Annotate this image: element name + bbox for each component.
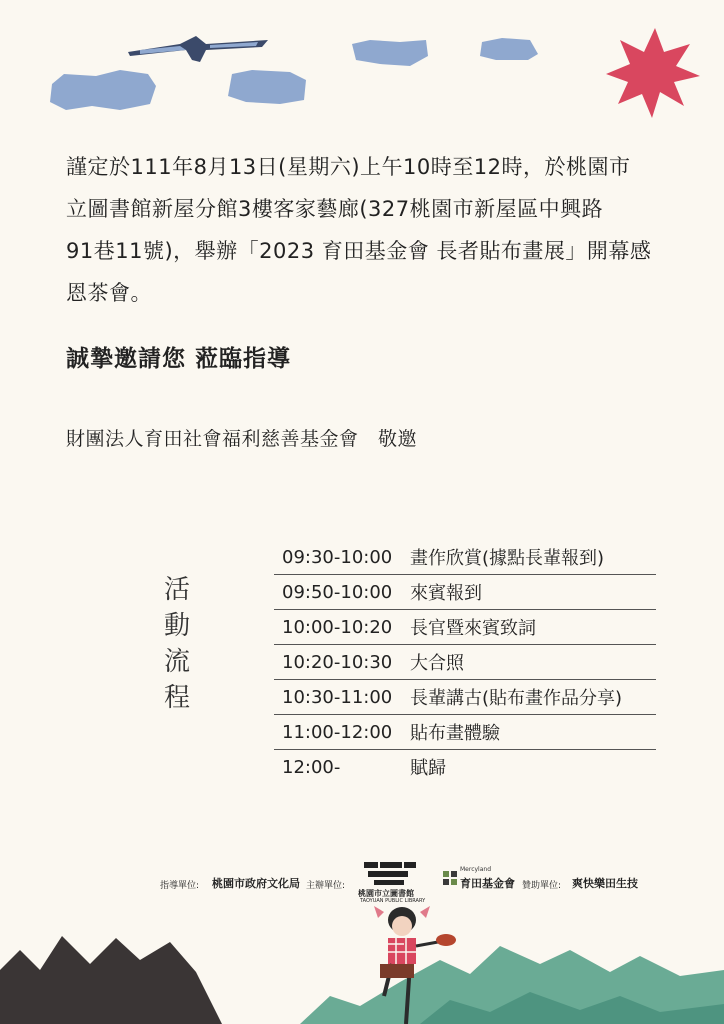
foundation-english-name: Mercyland [460, 866, 492, 873]
top-decoration [0, 0, 724, 140]
intro-line-3: 91巷11號)，舉辦「2023 育田基金會 長者貼布畫展」開幕感 [66, 239, 652, 263]
schedule-activity: 畫作欣賞(據點長輩報到) [410, 548, 605, 569]
schedule-title-char: 流 [163, 647, 190, 677]
organizer-label: 主辦單位: [306, 881, 346, 891]
schedule-row [274, 610, 656, 645]
foundation-name: 育田基金會 [460, 877, 515, 890]
schedule-title [160, 572, 194, 716]
intro-line-4: 恩茶會。 [66, 281, 152, 305]
cloud-1 [50, 70, 156, 110]
schedule-table [274, 540, 656, 784]
guide-org: 桃園市政府文化局 [212, 877, 300, 890]
sun-shape [606, 28, 700, 118]
cloud-2 [228, 70, 306, 104]
cloud-4 [480, 38, 538, 60]
schedule-time: 10:00-10:20 [282, 616, 393, 638]
bottom-scenery [0, 900, 724, 1024]
schedule-time: 12:00- [282, 756, 341, 778]
host-signature: 財團法人育田社會福利慈善基金會 敬邀 [66, 428, 418, 450]
schedule-time: 10:30-11:00 [282, 686, 393, 708]
schedule-activity: 來賓報到 [410, 583, 482, 604]
schedule-time: 09:30-10:00 [282, 546, 393, 568]
invite-heading: 誠摯邀請您 蒞臨指導 [66, 346, 292, 372]
schedule-row [274, 750, 656, 784]
foundation-logo-icon [442, 870, 458, 886]
guide-label: 指導單位: [160, 881, 200, 891]
schedule-row [274, 575, 656, 610]
dark-mountain [0, 936, 222, 1024]
sponsor-org: 爽快樂田生技 [572, 877, 638, 890]
schedule-row [274, 645, 656, 680]
bird-illustration [128, 36, 268, 62]
schedule-row [274, 680, 656, 715]
schedule-activity: 貼布畫體驗 [410, 723, 500, 744]
schedule-row [274, 715, 656, 750]
schedule-time: 10:20-10:30 [282, 651, 393, 673]
schedule-activity: 大合照 [410, 653, 464, 674]
schedule-activity: 賦歸 [410, 758, 446, 779]
library-english-name: TAOYUAN PUBLIC LIBRARY [360, 898, 426, 904]
intro-paragraph [66, 146, 666, 314]
schedule-title-char: 動 [163, 611, 190, 641]
intro-line-1: 謹定於111年8月13日(星期六)上午10時至12時，於桃園市 [66, 155, 631, 179]
cloud-3 [352, 40, 428, 66]
schedule-time: 11:00-12:00 [282, 721, 393, 743]
schedule-activity: 長官暨來賓致詞 [410, 618, 536, 639]
schedule-time: 09:50-10:00 [282, 581, 393, 603]
schedule-title-char: 程 [163, 683, 190, 713]
intro-line-2: 立圖書館新屋分館3樓客家藝廊(327桃園市新屋區中興路 [66, 197, 604, 221]
library-name: 桃園市立圖書館 [358, 889, 414, 898]
schedule-row [274, 540, 656, 575]
schedule-activity: 長輩講古(貼布畫作品分享) [410, 688, 623, 709]
organizer-footer [160, 860, 680, 904]
sponsor-label: 贊助單位: [522, 881, 562, 891]
schedule-title-char: 活 [163, 575, 190, 605]
